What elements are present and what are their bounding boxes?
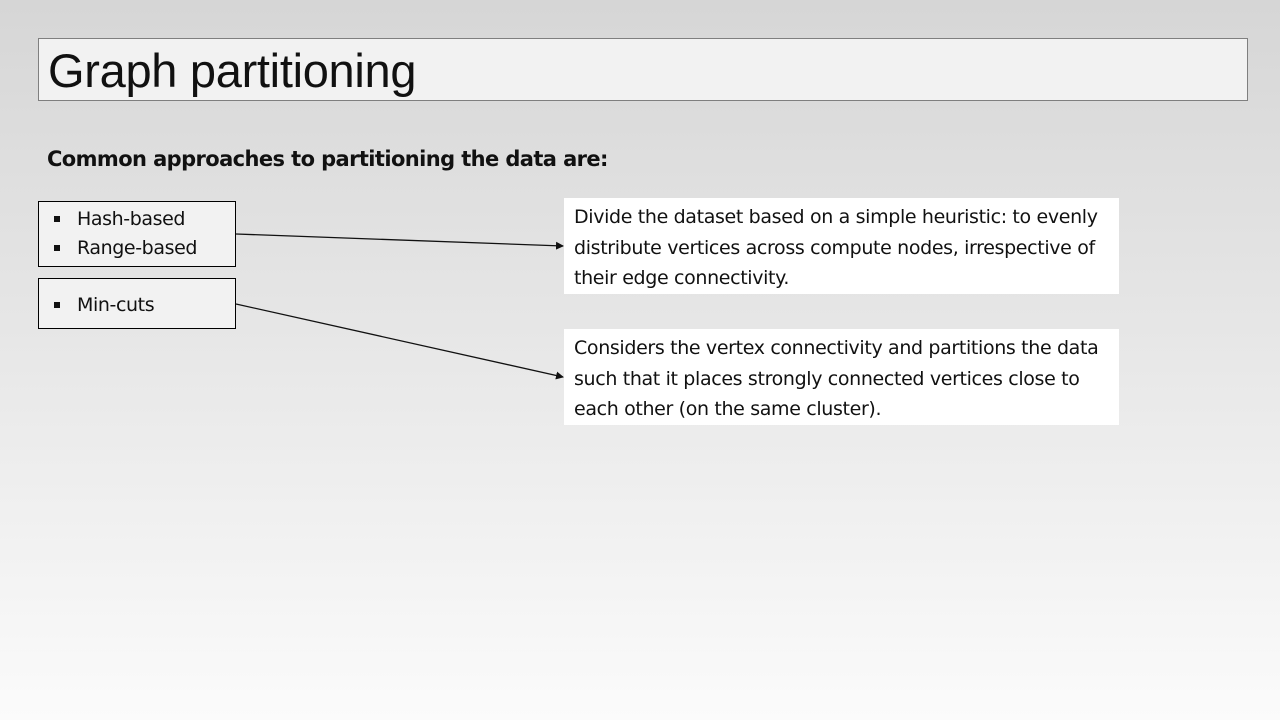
square-bullet-icon (54, 302, 60, 308)
title-box (38, 38, 1248, 101)
hash-range-box (38, 201, 236, 267)
slide-title: Graph partitioning (48, 44, 417, 97)
min-cuts-box (38, 278, 236, 329)
list-item (39, 234, 235, 263)
arrow-hash-to-description (236, 234, 563, 246)
hash-range-description: Divide the dataset based on a simple heuristic: to evenly distribute vertices across compute nodes, irrespective of their edge connectivity. (564, 198, 1119, 294)
arrow-mincut-to-description (236, 304, 563, 377)
square-bullet-icon (54, 216, 60, 222)
list-item-label: Min-cuts (77, 294, 155, 316)
list-item (39, 291, 235, 320)
slide-subtitle: Common approaches to partitioning the data are: (47, 147, 608, 171)
list-item-label: Range-based (77, 237, 198, 259)
list-item (39, 205, 235, 234)
list-item-label: Hash-based (77, 208, 186, 230)
min-cuts-description: Considers the vertex connectivity and partitions the data such that it places strongly connected vertices close to each other (on the same cluster). (564, 329, 1119, 425)
square-bullet-icon (54, 245, 60, 251)
